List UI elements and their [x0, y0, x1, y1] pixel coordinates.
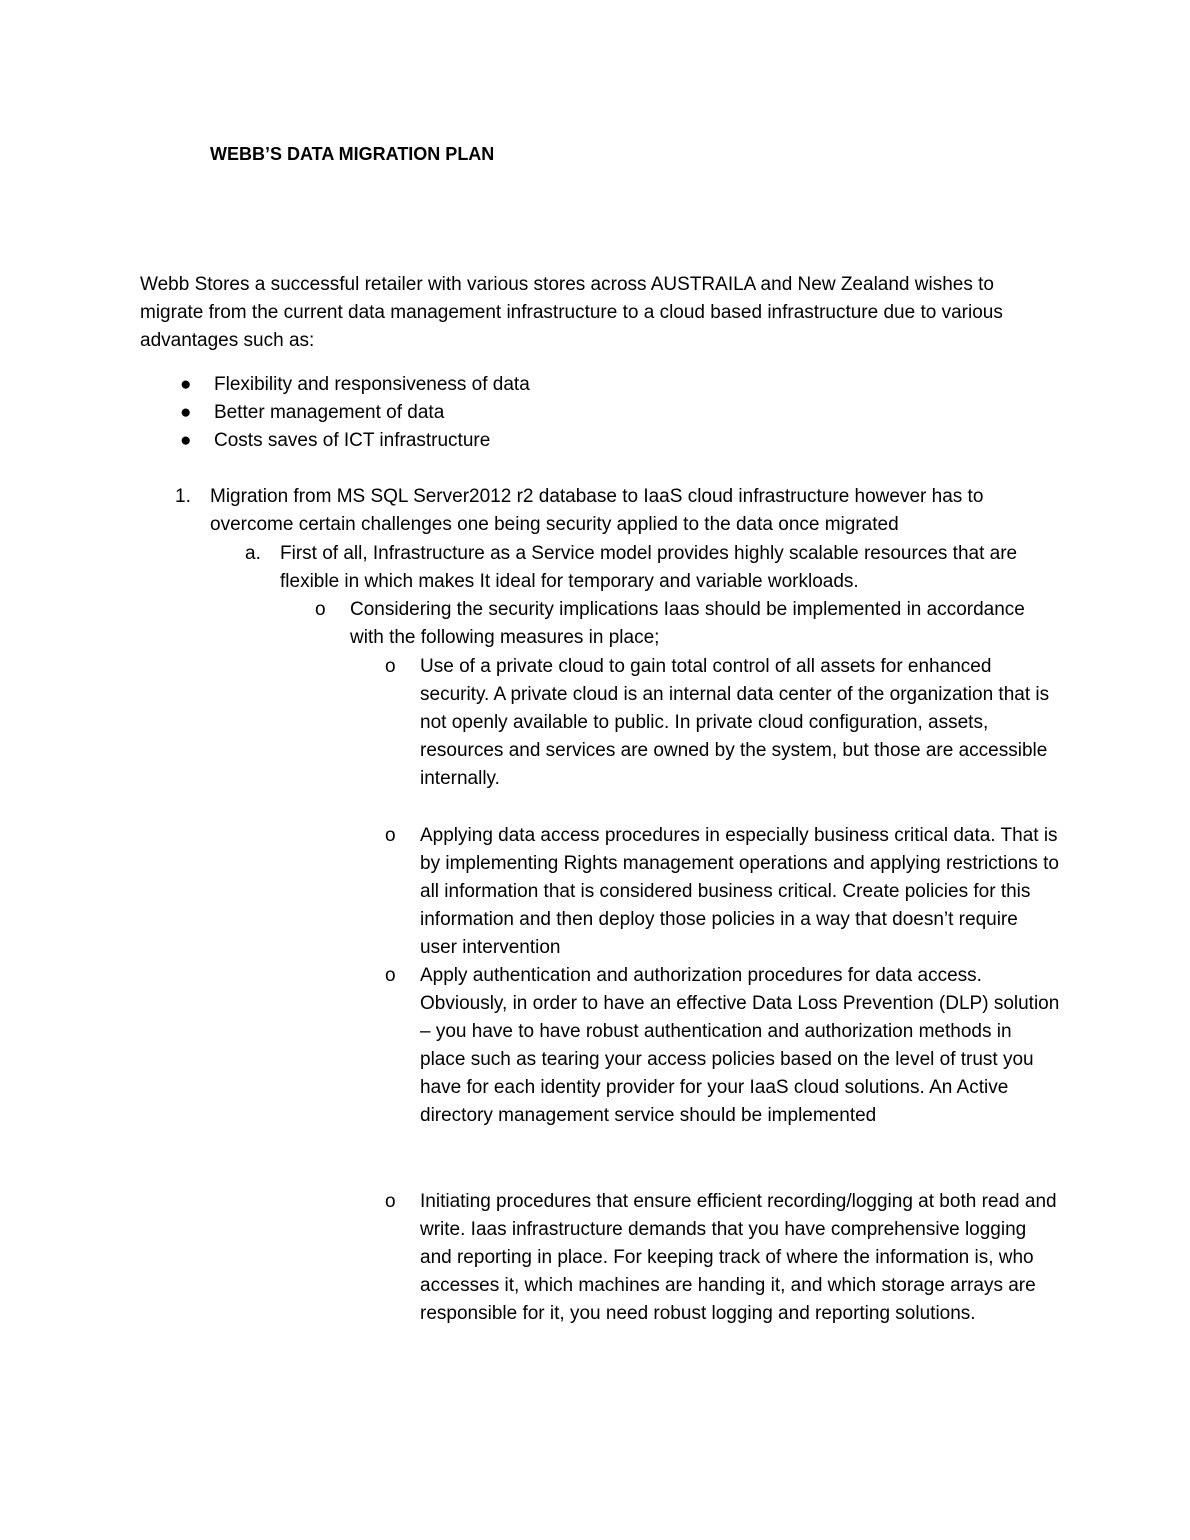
list-item: [140, 371, 1040, 399]
measure-item: [385, 653, 1060, 793]
list-number: 1.: [175, 486, 191, 507]
circle-bullet-icon: o: [385, 825, 396, 846]
measure-text: Applying data access procedures in especially business critical data. That is by implementing Rights management operations and applying restrictions to all information that is considered business critical. Create policies for this information and then deploy those policies in a way that doesn’t require user intervention: [420, 825, 1059, 958]
circle-bullet-icon: o: [385, 1191, 396, 1212]
list-letter: a.: [245, 543, 261, 564]
list-item: [140, 399, 1040, 427]
measure-item: [385, 822, 1060, 962]
numbered-item-1: [175, 483, 1035, 539]
numbered-item-text: Migration from MS SQL Server2012 r2 database to IaaS cloud infrastructure however has to overcome certain challenges one being security applied to the data once migrated: [210, 486, 984, 535]
bullet-icon: ●: [180, 374, 192, 395]
circle-bullet-icon: o: [385, 656, 396, 677]
lettered-item-text: First of all, Infrastructure as a Service model provides highly scalable resources that are flexible in which makes It ideal for temporary and variable workloads.: [280, 543, 1018, 592]
measure-text: Initiating procedures that ensure efficient recording/logging at both read and write. Iaas infrastructure demands that you have comprehensive logging and reporting in place. For keeping track of where the information is, who accesses it, which machines are handing it, and which storage arrays are responsible for it, you need robust logging and reporting solutions.: [420, 1191, 1057, 1324]
security-implications-item: [315, 596, 1060, 652]
measure-text: Use of a private cloud to gain total control of all assets for enhanced security. A private cloud is an internal data center of the organization that is not openly available to public. In private cloud configuration, assets, resources and services are owned by the system, but those are accessible internally.: [420, 656, 1050, 789]
measure-item: [385, 1188, 1060, 1328]
circle-bullet-icon: o: [315, 599, 326, 620]
advantages-list: [140, 371, 1040, 455]
measure-item: [385, 962, 1060, 1130]
bullet-icon: ●: [180, 430, 192, 451]
measure-text: Apply authentication and authorization procedures for data access. Obviously, in order to have an effective Data Loss Prevention (DLP) solution – you have to have robust authentication and authorization methods in place such as tearing your access policies based on the level of trust you have for each identity provider for your IaaS cloud solutions. An Active directory management service should be implemented: [420, 965, 1060, 1126]
list-item-text: Better management of data: [214, 402, 445, 423]
security-implications-text: Considering the security implications Iaas should be implemented in accordance with the following measures in place;: [350, 599, 1025, 648]
circle-bullet-icon: o: [385, 965, 396, 986]
intro-paragraph: Webb Stores a successful retailer with various stores across AUSTRAILA and New Zealand wishes to migrate from the current data management infrastructure to a cloud based infrastructure due to various advantages such as:: [140, 274, 1003, 351]
list-item-text: Flexibility and responsiveness of data: [214, 374, 530, 395]
list-item-text: Costs saves of ICT infrastructure: [214, 430, 491, 451]
list-item: [140, 427, 1040, 455]
lettered-item-a: [245, 540, 1060, 596]
bullet-icon: ●: [180, 402, 192, 423]
document-title: WEBB’S DATA MIGRATION PLAN: [210, 144, 495, 164]
